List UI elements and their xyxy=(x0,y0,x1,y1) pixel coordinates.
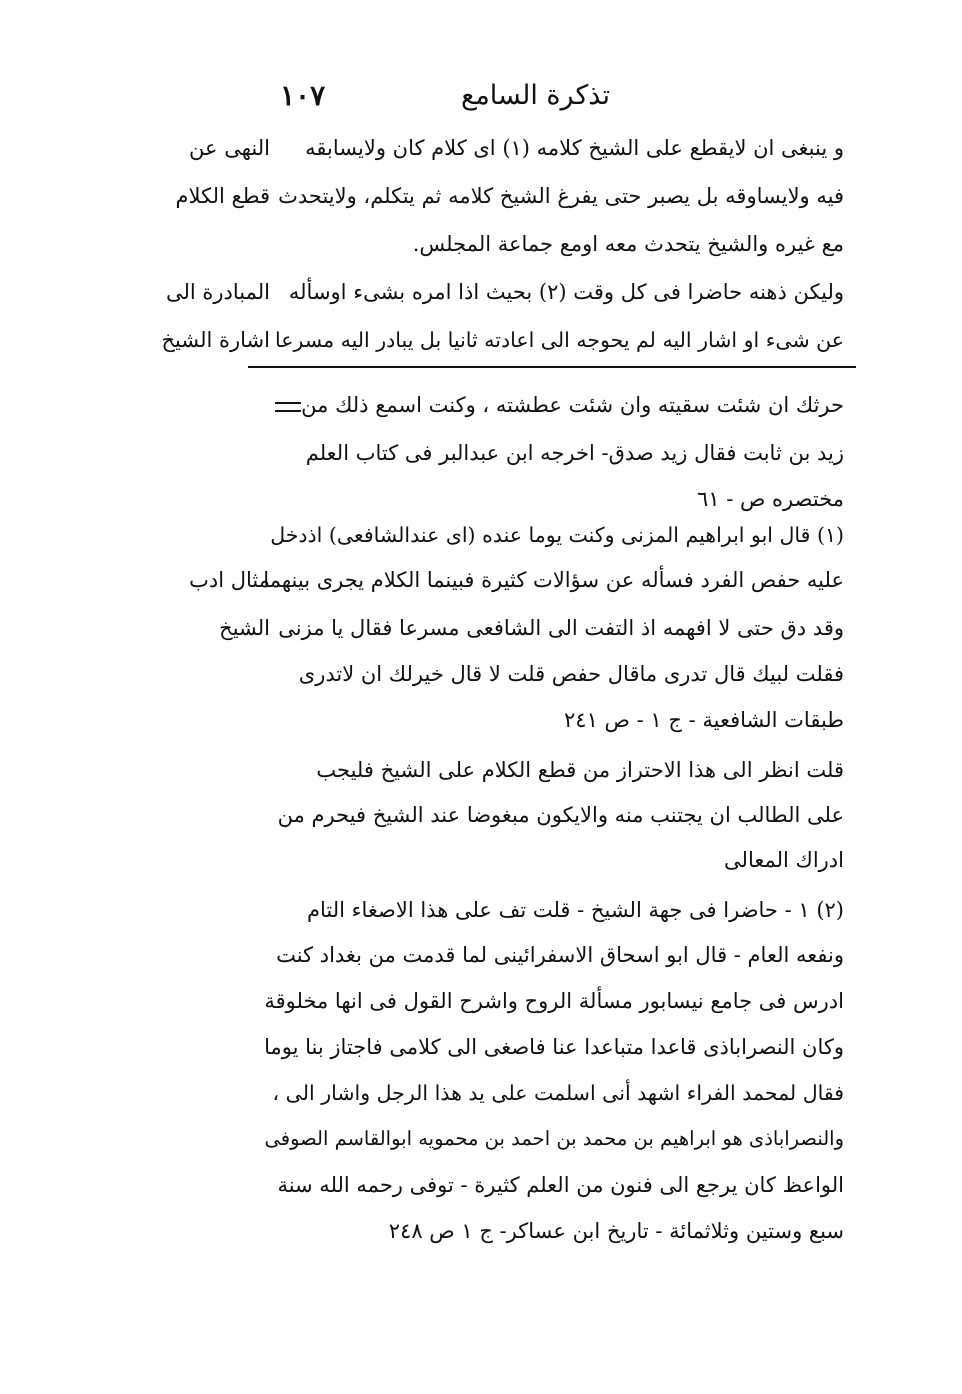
footnote-line: فقال لمحمد الفراء اشهد أنى اسلمت على يد هذا الرجل واشار الى ، xyxy=(272,1081,844,1105)
footnote-line: عليه حفص الفرد فسأله عن سؤالات كثيرة فبينما الكلام يجرى بينهما xyxy=(263,568,844,592)
footnote-line: ادراك المعالى xyxy=(724,848,844,872)
main-line: فيه ولايساوقه بل يصبر حتى يفرغ الشيخ كلامه ثم يتكلم، ولايتحدث xyxy=(278,184,844,208)
footnote-line: سبع وستين وثلاثمائة - تاريخ ابن عساكر- ج ١ ص ٢٤٨ xyxy=(388,1219,844,1243)
continuation-mark xyxy=(275,402,301,412)
main-line: مع غيره والشيخ يتحدث معه اومع جماعة المجلس. xyxy=(412,232,844,256)
footnote-line: وكان النصراباذى قاعدا متباعدا عنا فاصغى الى كلامى فاجتاز بنا يوما xyxy=(264,1035,844,1059)
footnote-line: الواعظ كان يرجع الى فنون من العلم كثيرة - توفى رحمه الله سنة xyxy=(277,1173,844,1197)
footnote-separator xyxy=(248,366,856,368)
footnote-line: قلت انظر الى هذا الاحتراز من قطع الكلام على الشيخ فليجب xyxy=(316,758,844,782)
footnote-line: والنصراباذى هو ابراهيم بن محمد بن احمد بن محمويه ابوالقاسم الصوفى xyxy=(264,1127,844,1150)
side-note: اشارة الشيخ xyxy=(161,328,270,352)
side-note: مثال ادب xyxy=(189,568,270,592)
main-line: وليكن ذهنه حاضرا فى كل وقت (٢) بحيث اذا امره بشىء اوسأله xyxy=(288,280,844,304)
footnote-line: وقد دق حتى لا افهمه اذ التفت الى الشافعى مسرعا فقال يا مزنى xyxy=(278,616,844,640)
side-note: النهى عن xyxy=(189,136,270,160)
side-note: قطع الكلام xyxy=(175,184,270,208)
footnote-line: (١) قال ابو ابراهيم المزنى وكنت يوما عنده (اى عندالشافعى) اذدخل xyxy=(270,523,844,547)
footnote-line: (٢) ١ - حاضرا فى جهة الشيخ - قلت تف على هذا الاصغاء التام xyxy=(306,898,844,922)
side-note: المبادرة الى xyxy=(165,280,270,304)
main-line: و ينبغى ان لايقطع على الشيخ كلامه (١) اى كلام كان ولايسابقه xyxy=(305,136,844,160)
footnote-line: زيد بن ثابت فقال زيد صدق- اخرجه ابن عبدالبر فى كتاب العلم xyxy=(305,441,844,465)
footnote-line: على الطالب ان يجتنب منه والايكون مبغوضا عند الشيخ فيحرم من xyxy=(277,803,844,827)
main-line: عن شىء او اشار اليه لم يحوجه الى اعادته ثانيا بل يبادر اليه مسرعا xyxy=(275,328,844,352)
footnote-line: فقلت لبيك قال تدرى ماقال حفص قلت لا قال خيرلك ان لاتدرى xyxy=(298,662,844,686)
footnote-line: مختصره ص - ٦١ xyxy=(696,487,844,511)
side-note: الشيخ xyxy=(219,616,270,640)
page-header xyxy=(280,70,610,120)
footnote-line: طبقات الشافعية - ج ١ - ص ٢٤١ xyxy=(564,708,844,732)
footnote-line: ونفعه العام - قال ابو اسحاق الاسفرائينى لما قدمت من بغداد كنت xyxy=(276,943,844,967)
page-number: ١٠٧ xyxy=(280,78,326,112)
footnote-line: ادرس فى جامع نيسابور مسألة الروح واشرح القول فى انها مخلوقة xyxy=(264,989,844,1013)
running-title: تذكرة السامع xyxy=(460,79,610,111)
footnote-line: حرثك ان شئت سقيته وان شئت عطشته ، وكنت اسمع ذلك من xyxy=(264,390,844,420)
